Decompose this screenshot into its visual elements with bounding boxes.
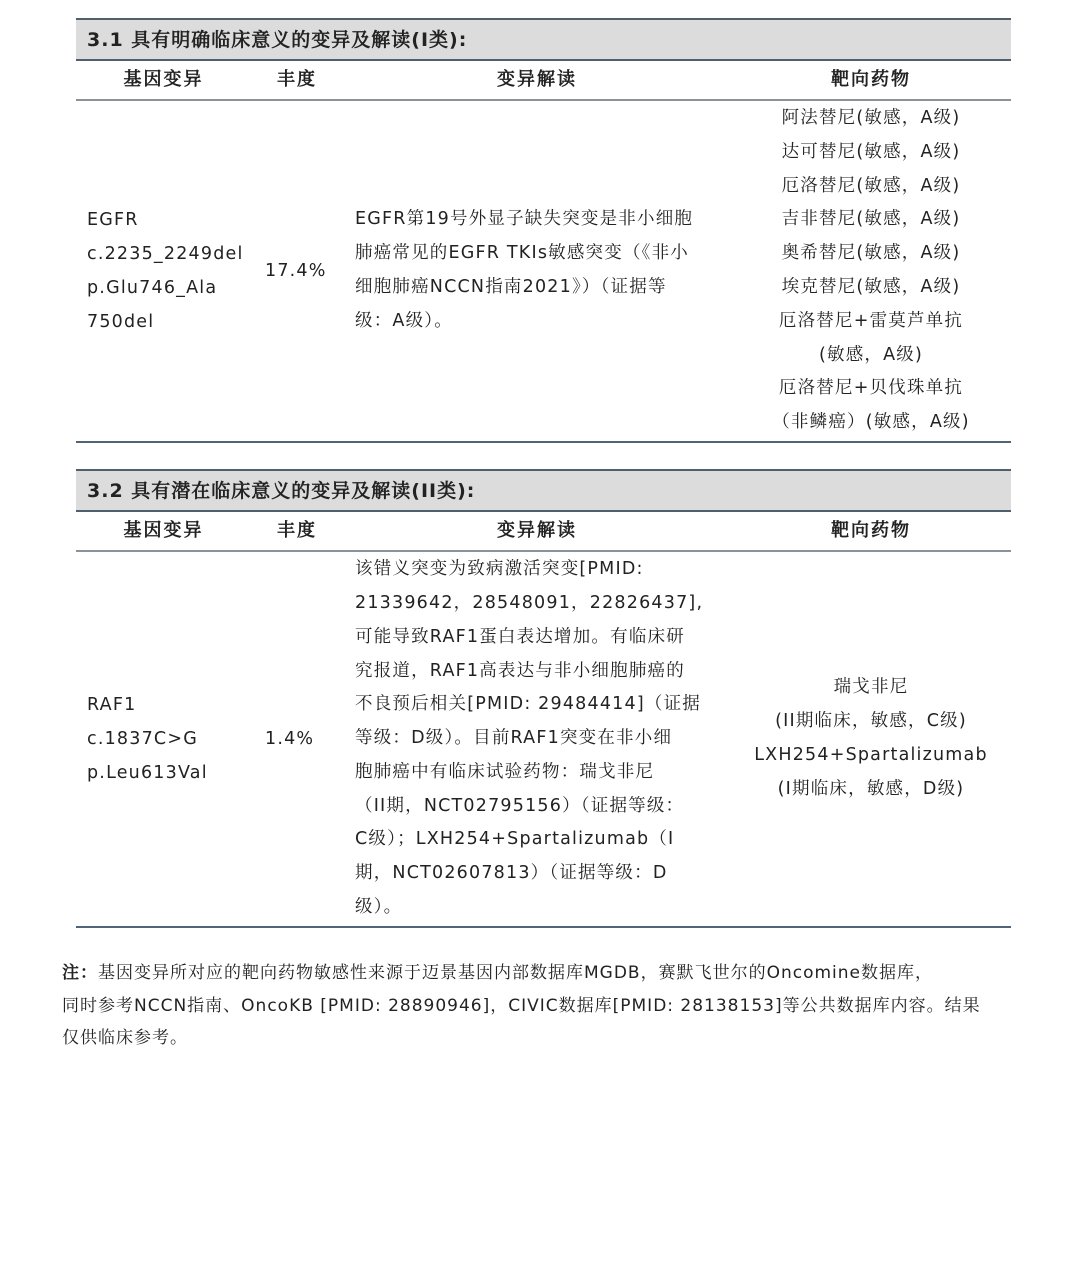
table-row — [76, 552, 1011, 928]
table-header — [76, 512, 1011, 552]
variant-cell: RAF1 c.1837C>G p.Leu613Val — [87, 695, 208, 783]
drugs-cell: 瑞戈非尼 (II期临床，敏感，C级) LXH254+Spartalizumab (I期临床，敏感，D级) — [754, 677, 988, 799]
header-abundance: 丰度 — [277, 69, 317, 90]
interpretation-cell: EGFR第19号外显子缺失突变是非小细胞 肺癌常见的EGFR TKIs敏感突变（《非小 细胞肺癌NCCN指南2021》）（证据等 级：A级）。 — [355, 209, 694, 331]
footnote-line-3: 仅供临床参考。 — [62, 1028, 188, 1048]
footnote-line-2: 同时参考NCCN指南、OncoKB [PMID: 28890946]，CIVIC数据库[PMID: 28138153]等公共数据库内容。结果 — [62, 995, 981, 1016]
header-variant: 基因变异 — [123, 69, 204, 90]
footnote-label: 注： — [62, 963, 98, 983]
header-abundance: 丰度 — [277, 520, 317, 541]
section-class-1 — [76, 18, 1011, 443]
footnote — [62, 957, 1012, 1055]
header-interpretation: 变异解读 — [497, 520, 577, 541]
variant-cell: EGFR c.2235_2249del p.Glu746_Ala 750del — [87, 210, 244, 332]
header-drugs: 靶向药物 — [831, 520, 911, 541]
interpretation-cell: 该错义突变为致病激活突变[PMID: 21339642，28548091，22826437], 可能导致RAF1蛋白表达增加。有临床研 究报道，RAF1高表达与非小细胞肺癌的 不良预后相关[PMID: 29484414]（证据 等级：D级）。目前RAF1突变在非小细 胞肺癌中有临床试验药物：瑞戈非尼 （II期，NCT02795156）（证据等级： C级）；LXH254+Spartalizumab（I 期，NCT02607813）（证据等级：D 级）。 — [355, 559, 704, 918]
table-header — [76, 61, 1011, 101]
footnote-line-1: 注：基因变异所对应的靶向药物敏感性来源于迈景基因内部数据库MGDB，赛默飞世尔的Oncomine数据库， — [62, 963, 934, 983]
section-class-2 — [76, 469, 1011, 928]
abundance-cell: 17.4% — [265, 261, 327, 281]
header-interpretation: 变异解读 — [497, 69, 577, 90]
drugs-cell: 阿法替尼(敏感，A级) 达可替尼(敏感，A级) 厄洛替尼(敏感，A级) 吉非替尼(敏感，A级) 奥希替尼(敏感，A级) 埃克替尼(敏感，A级) 厄洛替尼+雷莫芦单抗 (敏感，A级) 厄洛替尼+贝伐珠单抗 （非鳞癌）(敏感，A级) — [772, 108, 970, 433]
section-title: 3.1 具有明确临床意义的变异及解读(I类): — [76, 18, 1011, 61]
section-title: 3.2 具有潜在临床意义的变异及解读(II类): — [76, 469, 1011, 512]
header-drugs: 靶向药物 — [831, 69, 911, 90]
header-variant: 基因变异 — [123, 520, 204, 541]
abundance-cell: 1.4% — [265, 729, 315, 749]
table-row — [76, 101, 1011, 443]
